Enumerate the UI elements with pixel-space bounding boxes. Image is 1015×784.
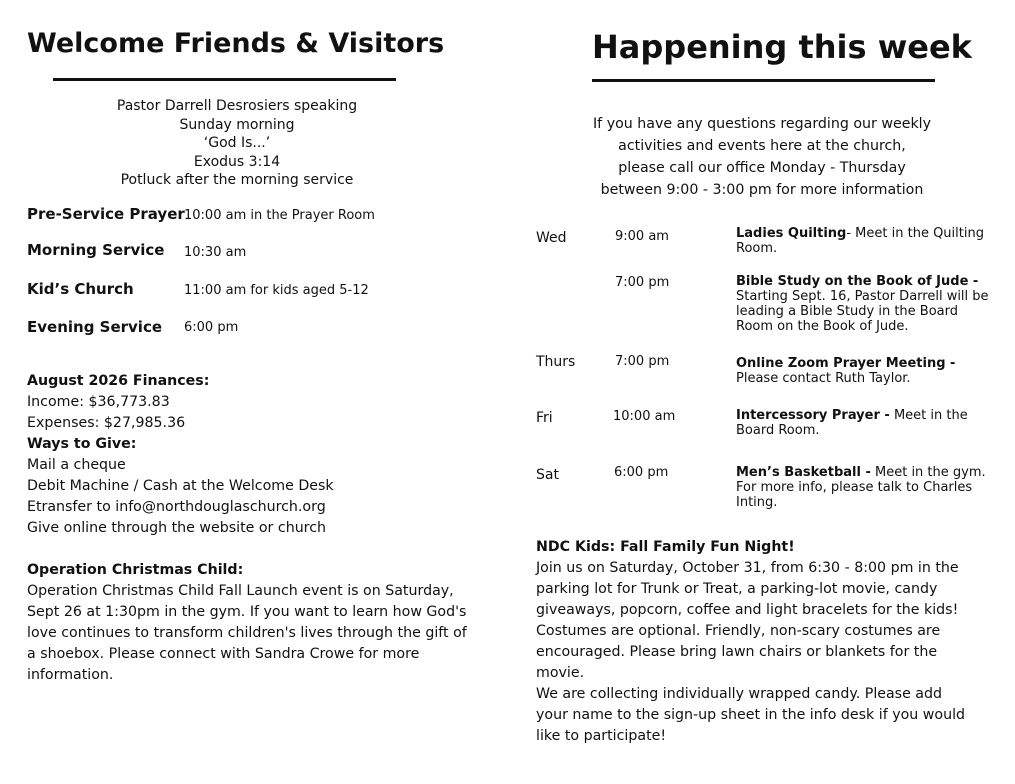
event-desc: Meet in the Board Room. xyxy=(736,408,968,438)
service-time-evening: 6:00 pm xyxy=(184,320,239,335)
give-item: Debit Machine / Cash at the Welcome Desk xyxy=(27,478,334,494)
give-item: Mail a cheque xyxy=(27,457,126,473)
office-contact-note xyxy=(572,113,952,201)
finances-heading: August 2026 Finances: xyxy=(27,373,210,389)
sermon-scripture: Exodus 3:14 xyxy=(193,153,281,170)
event-desc: Please contact Ruth Taylor. xyxy=(736,371,911,386)
schedule-event-intercessory-prayer xyxy=(736,408,994,438)
schedule-day-thurs: Thurs xyxy=(536,354,576,370)
schedule-event-zoom-prayer xyxy=(736,356,994,386)
kids-text: Costumes are optional. Friendly, non-scary costumes are xyxy=(536,623,941,639)
service-time-prayer: 10:00 am in the Prayer Room xyxy=(184,208,375,223)
event-title: Bible Study on the Book of Jude - xyxy=(736,274,979,289)
finances-expenses: Expenses: $27,985.36 xyxy=(27,415,186,431)
kids-text: movie. xyxy=(536,665,585,681)
title-underline xyxy=(592,79,935,82)
schedule-time: 6:00 pm xyxy=(614,465,669,480)
schedule-time: 7:00 pm xyxy=(615,354,670,369)
potluck-note: Potluck after the morning service xyxy=(120,172,354,188)
welcome-title: Welcome Friends & Visitors xyxy=(27,28,445,59)
kids-text: We are collecting individually wrapped candy. Please add xyxy=(536,686,943,702)
occ-text: love continues to transform children's lives through the gift of xyxy=(27,625,467,641)
service-label-morning: Morning Service xyxy=(27,241,165,259)
sermon-day: Sunday morning xyxy=(179,116,295,133)
title-underline xyxy=(53,78,396,81)
service-label-evening: Evening Service xyxy=(27,318,163,336)
occ-text: Operation Christmas Child Fall Launch event is on Saturday, xyxy=(27,583,454,599)
event-title: Online Zoom Prayer Meeting - xyxy=(736,356,956,371)
sermon-title: ‘God Is...’ xyxy=(203,135,271,151)
sermon-speaker: Pastor Darrell Desrosiers speaking xyxy=(116,98,358,114)
occ-text: a shoebox. Please connect with Sandra Crowe for more xyxy=(27,646,420,662)
schedule-time: 9:00 am xyxy=(615,229,669,244)
service-label-kids: Kid’s Church xyxy=(27,280,134,298)
give-item: Etransfer to info@northdouglaschurch.org xyxy=(27,499,326,515)
intro-line: please call our office Monday - Thursday xyxy=(618,160,906,176)
schedule-time: 7:00 pm xyxy=(615,275,670,290)
kids-text: your name to the sign-up sheet in the info desk if you would xyxy=(536,707,966,723)
event-desc: Meet in the gym. For more info, please talk to Charles Inting. xyxy=(736,465,986,510)
schedule-day-wed: Wed xyxy=(536,230,567,246)
intro-line: between 9:00 - 3:00 pm for more information xyxy=(600,182,924,198)
schedule-time: 10:00 am xyxy=(613,409,676,424)
kids-text: giveaways, popcorn, coffee and light bracelets for the kids! xyxy=(536,602,959,618)
kids-text: encouraged. Please bring lawn chairs or blankets for the xyxy=(536,644,938,660)
happening-title: Happening this week xyxy=(592,28,972,66)
event-title: Men’s Basketball - xyxy=(736,465,871,480)
event-title: Ladies Quilting xyxy=(736,226,847,241)
event-title: Intercessory Prayer - xyxy=(736,408,890,423)
service-time-kids: 11:00 am for kids aged 5-12 xyxy=(184,283,369,298)
kids-text: Join us on Saturday, October 31, from 6:30 - 8:00 pm in the xyxy=(536,560,959,576)
kids-heading: NDC Kids: Fall Family Fun Night! xyxy=(536,539,795,555)
announcements-left xyxy=(27,371,467,686)
kids-text: parking lot for Trunk or Treat, a parking-lot movie, candy xyxy=(536,581,938,597)
service-label-prayer: Pre-Service Prayer xyxy=(27,205,185,223)
schedule-event-ladies-quilting xyxy=(736,226,994,256)
schedule-day-fri: Fri xyxy=(536,410,553,426)
occ-text: Sept 26 at 1:30pm in the gym. If you want to learn how God's xyxy=(27,604,467,620)
kids-announcement xyxy=(536,537,1006,747)
schedule-event-mens-basketball xyxy=(736,465,994,510)
service-time-morning: 10:30 am xyxy=(184,245,247,260)
kids-text: like to participate! xyxy=(536,728,667,744)
occ-text: information. xyxy=(27,667,114,683)
finances-income: Income: $36,773.83 xyxy=(27,394,170,410)
intro-line: activities and events here at the church, xyxy=(618,138,906,154)
give-item: Give online through the website or church xyxy=(27,520,326,536)
give-heading: Ways to Give: xyxy=(27,436,137,452)
sermon-info xyxy=(60,97,414,190)
event-desc: Starting Sept. 16, Pastor Darrell will be leading a Bible Study in the Board Room on the Book of Jude. xyxy=(736,289,989,334)
schedule-event-bible-study xyxy=(736,274,994,334)
occ-heading: Operation Christmas Child: xyxy=(27,562,244,578)
intro-line: If you have any questions regarding our weekly xyxy=(593,116,931,132)
schedule-day-sat: Sat xyxy=(536,467,559,483)
event-desc: - Meet in the Quilting Room. xyxy=(736,226,984,256)
